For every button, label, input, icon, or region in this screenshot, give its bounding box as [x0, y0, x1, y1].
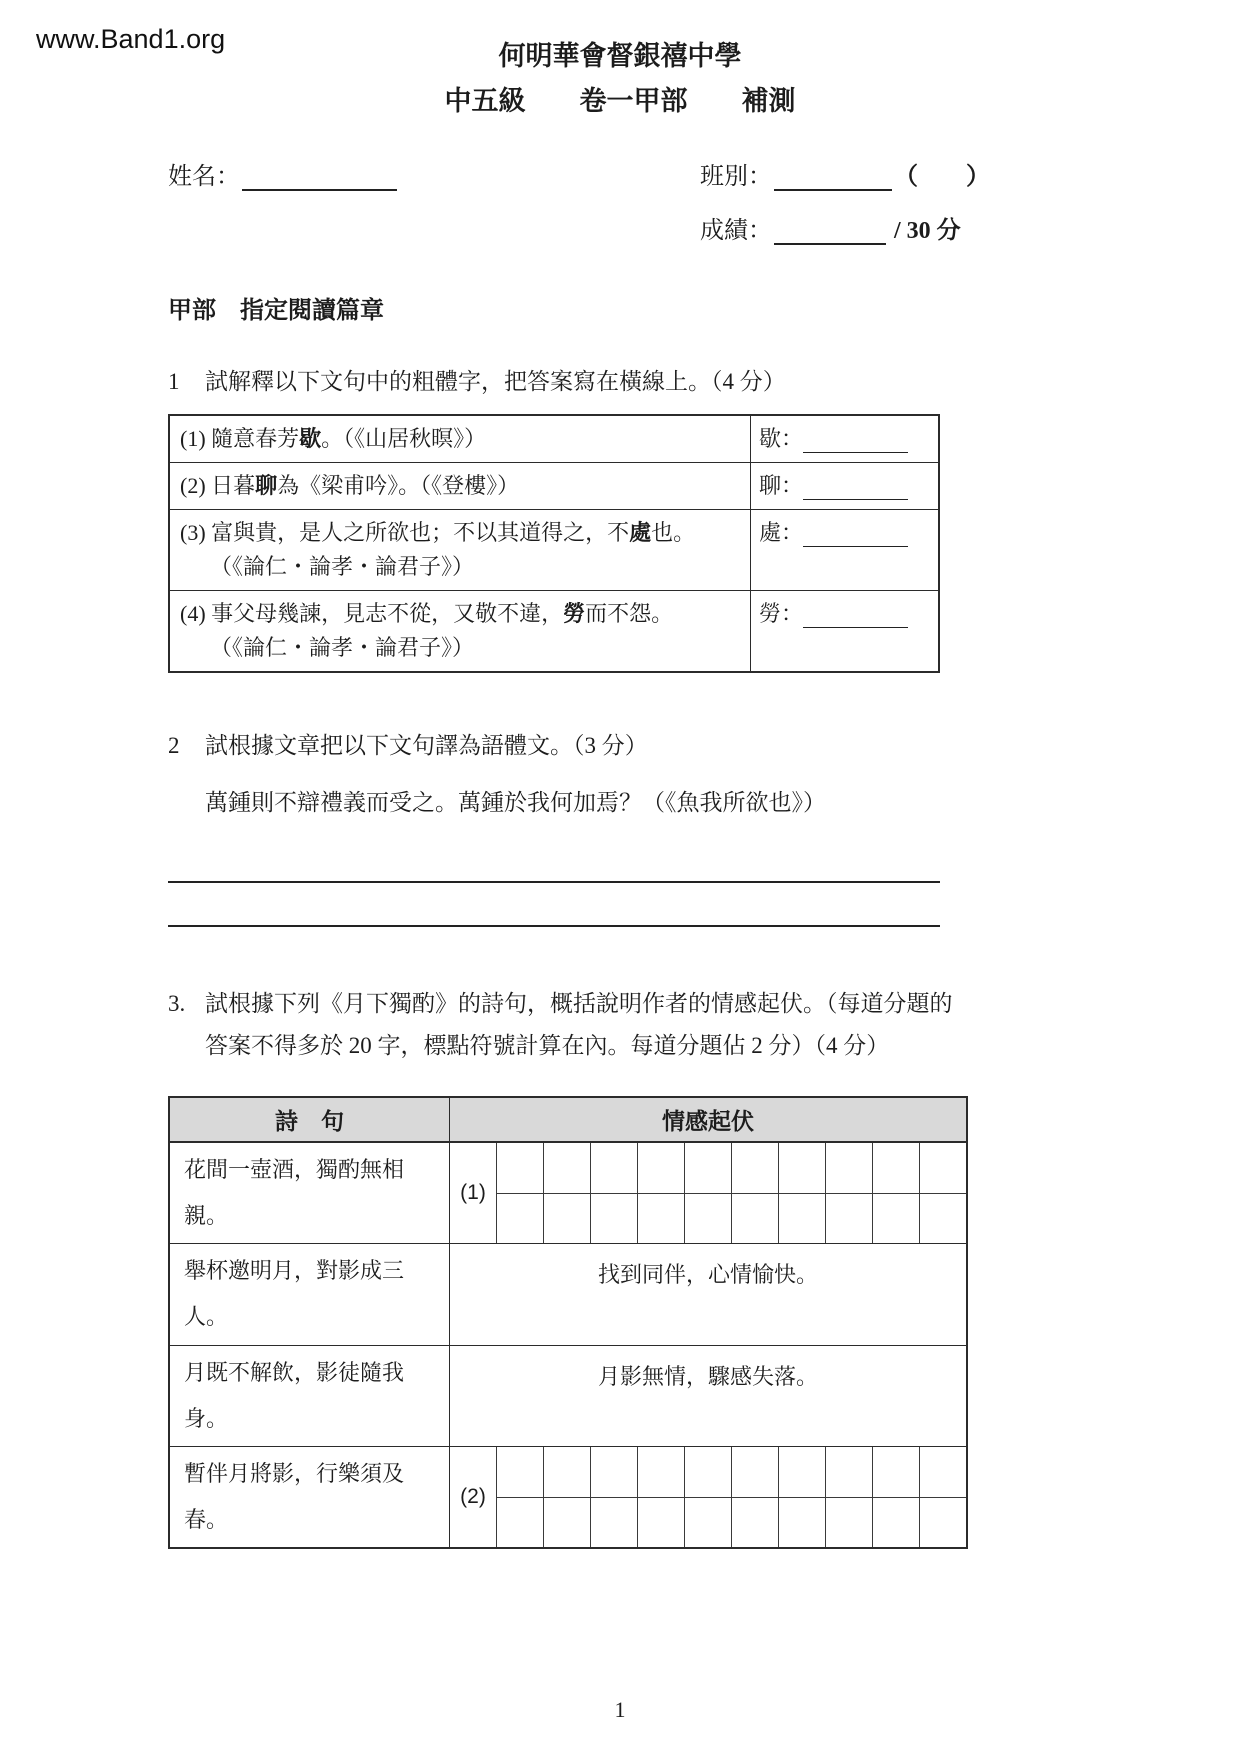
answer-char-cell[interactable] [590, 1497, 637, 1547]
answer-char-cell[interactable] [637, 1497, 684, 1547]
q3-row4-answer-grid [496, 1447, 966, 1547]
q1-table [168, 414, 940, 674]
name-label: 姓名： [168, 164, 240, 190]
answer-char-cell[interactable] [872, 1193, 919, 1243]
q1-row1-answer-cell [750, 416, 938, 462]
answer-char-cell[interactable] [919, 1497, 966, 1547]
q1-row4-boldword: 勞 [563, 600, 586, 626]
question-3-prompt [168, 983, 968, 1068]
answer-char-cell[interactable] [637, 1193, 684, 1243]
answer-char-cell[interactable] [731, 1193, 778, 1243]
q1-row3-answer-label: 處： [759, 519, 804, 545]
q3-row3-poem: 月既不解飲，影徒隨我身。 [170, 1346, 450, 1446]
answer-char-cell[interactable] [496, 1193, 543, 1243]
answer-char-cell[interactable] [496, 1143, 543, 1193]
q3-row1-answer-area [450, 1143, 966, 1243]
answer-char-cell[interactable] [590, 1193, 637, 1243]
answer-char-cell[interactable] [825, 1497, 872, 1547]
answer-char-cell[interactable] [543, 1447, 590, 1497]
answer-char-cell[interactable] [684, 1143, 731, 1193]
q1-row2-answer-blank[interactable] [803, 478, 908, 500]
score-total: / 30 分 [894, 218, 961, 244]
name-field [168, 156, 399, 191]
q1-row2-sentence [170, 463, 750, 509]
q1-row3-line1 [180, 516, 740, 550]
answer-char-cell[interactable] [496, 1497, 543, 1547]
q1-row3-answer-blank[interactable] [803, 525, 908, 547]
score-blank[interactable] [774, 221, 886, 245]
question-1-prompt [168, 361, 968, 404]
q1-table-row [170, 462, 938, 509]
question-2-prompt [168, 725, 968, 768]
answer-char-cell[interactable] [778, 1193, 825, 1243]
q1-row4-pre: (4) 事父母幾諫，見志不從，又敬不違， [180, 600, 564, 626]
q3-row4-answer-label: (2) [460, 1485, 486, 1509]
answer-char-cell[interactable] [825, 1447, 872, 1497]
school-name: 何明華會督銀禧中學 [498, 41, 742, 71]
answer-char-cell[interactable] [731, 1447, 778, 1497]
q3-row3-answer-text: 月影無情，驟感失落。 [597, 1363, 818, 1389]
q1-row1-answer-blank[interactable] [803, 431, 908, 453]
answer-char-cell[interactable] [919, 1143, 966, 1193]
question-2-text: 試根據文章把以下文句譯為語體文。（3 分） [205, 733, 648, 759]
question-2-quote: 萬鍾則不辯禮義而受之。萬鍾於我何加焉？（《魚我所欲也》） [205, 789, 826, 815]
score-label: 成績： [700, 218, 772, 244]
q1-row4-sentence [170, 591, 750, 671]
q1-row2-post: 為《梁甫吟》。（《登樓》） [277, 472, 520, 498]
answer-char-cell[interactable] [543, 1193, 590, 1243]
q1-row1-answer-label: 歇： [759, 425, 804, 451]
class-brackets: （ ） [894, 164, 990, 190]
q2-answer-line-1[interactable] [168, 839, 940, 883]
q1-row2-boldword: 聊 [255, 472, 278, 498]
class-blank[interactable] [774, 167, 892, 191]
q1-row2-answer-label: 聊： [759, 472, 804, 498]
answer-char-cell[interactable] [684, 1193, 731, 1243]
class-label: 班別： [700, 164, 772, 190]
answer-char-cell[interactable] [637, 1143, 684, 1193]
answer-char-cell[interactable] [731, 1143, 778, 1193]
answer-char-cell[interactable] [590, 1447, 637, 1497]
q1-row3-post: 也。 [651, 519, 696, 545]
q1-row4-answer-label: 勞： [759, 600, 804, 626]
answer-char-cell[interactable] [825, 1193, 872, 1243]
answer-char-cell[interactable] [684, 1497, 731, 1547]
question-2-number: 2 [168, 733, 180, 759]
q1-row3-boldword: 處 [629, 519, 652, 545]
q1-row2-answer-cell [750, 463, 938, 509]
q3-row4-poem: 暫伴月將影，行樂須及春。 [170, 1447, 450, 1547]
q1-row3-pre: (3) 富與貴，是人之所欲也；不以其道得之，不 [180, 519, 630, 545]
q3-header-poem: 詩 句 [170, 1098, 450, 1141]
q1-row4-answer-blank[interactable] [803, 606, 908, 628]
exam-title: 中五級 卷一甲部 補測 [444, 86, 796, 116]
answer-char-cell[interactable] [872, 1143, 919, 1193]
answer-char-cell[interactable] [496, 1447, 543, 1497]
q3-table-row [170, 1243, 966, 1344]
class-field [700, 156, 990, 191]
q1-row2-pre: (2) 日暮 [180, 472, 256, 498]
q1-row4-line1 [180, 597, 740, 631]
answer-char-cell[interactable] [919, 1193, 966, 1243]
question-1-text: 試解釋以下文句中的粗體字，把答案寫在橫線上。（4 分） [205, 369, 786, 394]
q3-row1-answer-grid [496, 1143, 966, 1243]
answer-char-cell[interactable] [778, 1447, 825, 1497]
q3-row4-answer-area [450, 1447, 966, 1547]
q3-row2-poem: 舉杯邀明月，對影成三人。 [170, 1244, 450, 1344]
question-3-number: 3. [168, 990, 186, 1016]
page-number: 1 [614, 1697, 626, 1723]
q3-header-emotion: 情感起伏 [662, 1108, 754, 1134]
q3-table-row [170, 1345, 966, 1446]
question-3-text: 試根據下列《月下獨酌》的詩句，概括說明作者的情感起伏。（每道分題的答案不得多於 20 字，標點符號計算在內。每道分題佔 2 分）（4 分） [205, 990, 953, 1059]
answer-char-cell[interactable] [778, 1143, 825, 1193]
q3-row2-answer-text: 找到同伴，心情愉快。 [597, 1262, 818, 1288]
q3-table-header [170, 1098, 966, 1142]
section-a-heading: 甲部 指定閱讀篇章 [168, 298, 384, 324]
answer-char-cell[interactable] [919, 1447, 966, 1497]
q1-row3-sentence [170, 510, 750, 590]
q1-table-row [170, 590, 938, 671]
q1-row3-source: （《論仁・論孝・論君子》） [210, 553, 475, 579]
q3-table [168, 1096, 968, 1550]
answer-char-cell[interactable] [872, 1447, 919, 1497]
q3-table-row [170, 1142, 966, 1243]
q1-row4-answer-cell [750, 591, 938, 671]
question-1-number: 1 [168, 369, 180, 394]
name-blank[interactable] [242, 167, 397, 191]
q3-row1-answer-label: (1) [460, 1180, 486, 1204]
q1-row1-post: 。（《山居秋暝》） [321, 425, 487, 451]
q1-table-row [170, 509, 938, 590]
answer-char-cell[interactable] [778, 1497, 825, 1547]
q1-table-row [170, 416, 938, 462]
answer-char-cell[interactable] [543, 1497, 590, 1547]
answer-char-cell[interactable] [590, 1143, 637, 1193]
student-info-block [0, 156, 1240, 264]
watermark: www.Band1.org [36, 24, 226, 54]
answer-char-cell[interactable] [731, 1497, 778, 1547]
q3-row1-poem: 花間一壺酒，獨酌無相親。 [170, 1143, 450, 1243]
score-field [700, 210, 961, 245]
answer-char-cell[interactable] [825, 1143, 872, 1193]
q3-table-row [170, 1446, 966, 1547]
q1-row4-post: 而不怨。 [585, 600, 674, 626]
answer-char-cell[interactable] [637, 1447, 684, 1497]
q1-row4-source: （《論仁・論孝・論君子》） [210, 635, 475, 661]
q2-answer-line-2[interactable] [168, 883, 940, 927]
answer-char-cell[interactable] [872, 1497, 919, 1547]
q1-row3-answer-cell [750, 510, 938, 590]
q1-row1-boldword: 歇 [299, 425, 322, 451]
answer-char-cell[interactable] [543, 1143, 590, 1193]
q1-row1-sentence [170, 416, 750, 462]
answer-char-cell[interactable] [684, 1447, 731, 1497]
q1-row1-pre: (1) 隨意春芳 [180, 425, 300, 451]
